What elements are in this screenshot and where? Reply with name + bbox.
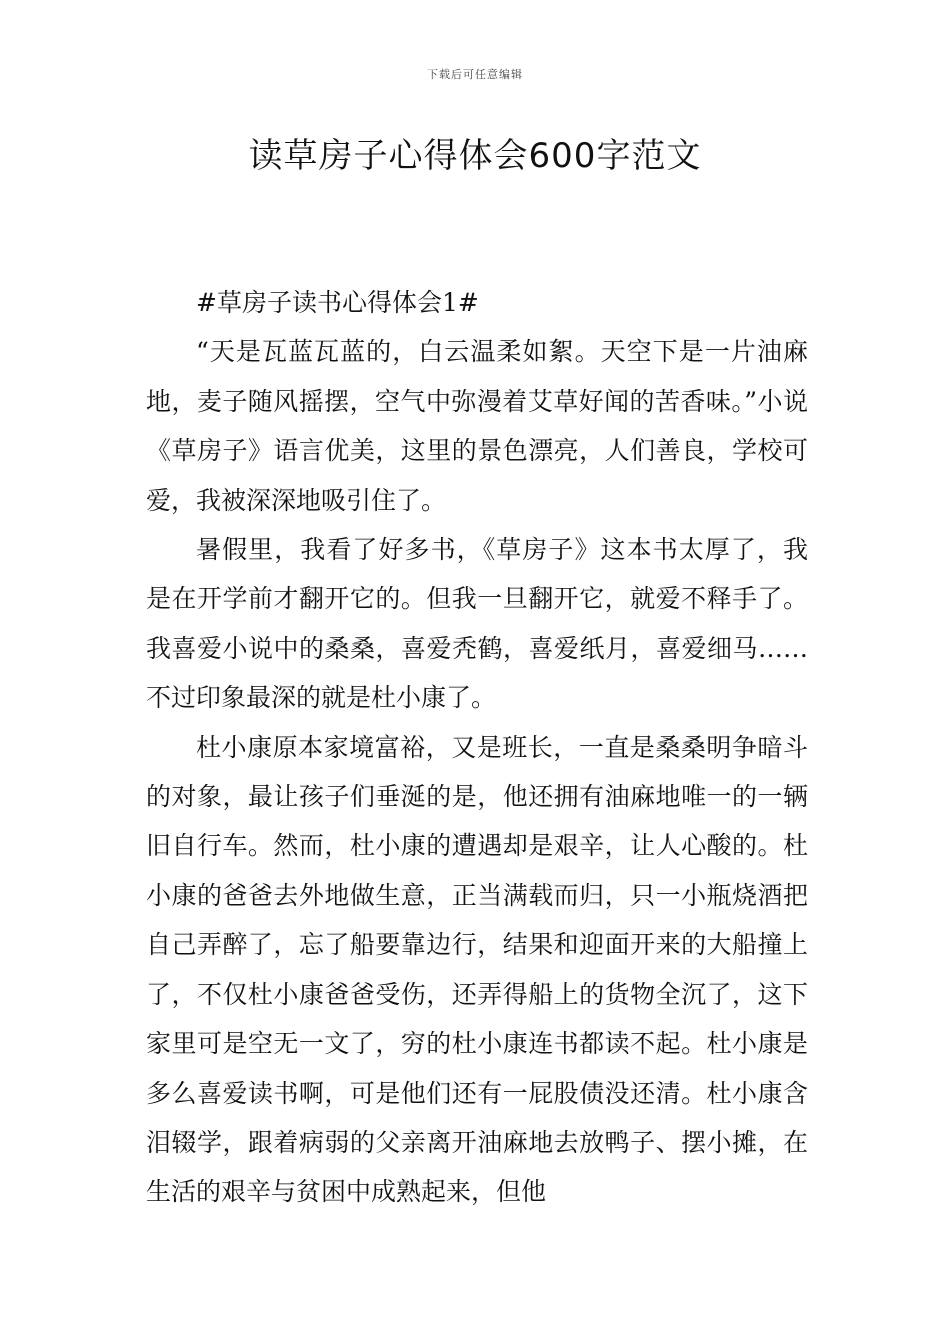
document-body [146, 278, 808, 1217]
paragraph-1: “天是瓦蓝瓦蓝的，白云温柔如絮。天空下是一片油麻地，麦子随风摇摆，空气中弥漫着艾草好闻的苦香味。”小说《草房子》语言优美，这里的景色漂亮，人们善良，学校可爱，我被深深地吸引住了。 [146, 337, 808, 515]
paragraph-3: 杜小康原本家境富裕，又是班长，一直是桑桑明争暗斗的对象，最让孩子们垂涎的是，他还拥有油麻地唯一的一辆旧自行车。然而，杜小康的遭遇却是艰辛，让人心酸的。杜小康的爸爸去外地做生意，正当满载而归，只一小瓶烧酒把自己弄醉了，忘了船要靠边行，结果和迎面开来的大船撞上了，不仅杜小康爸爸受伤，还弄得船上的货物全沉了，这下家里可是空无一文了，穷的杜小康连书都读不起。杜小康是多么喜爱读书啊，可是他们还有一屁股债没还清。杜小康含泪辍学，跟着病弱的父亲离开油麻地去放鸭子、摆小摊，在生活的艰辛与贫困中成熟起来，但他 [146, 732, 808, 1207]
header-note: 下载后可任意编辑 [427, 68, 523, 81]
section-heading: #草房子读书心得体会1# [196, 288, 479, 317]
paragraph-2: 暑假里，我看了好多书，《草房子》这本书太厚了，我是在开学前才翻开它的。但我一旦翻开它，就爱不释手了。我喜爱小说中的桑桑，喜爱秃鹤，喜爱纸月，喜爱细马……不过印象最深的就是杜小康了。 [146, 535, 808, 713]
document-title: 读草房子心得体会600字范文 [248, 136, 702, 176]
